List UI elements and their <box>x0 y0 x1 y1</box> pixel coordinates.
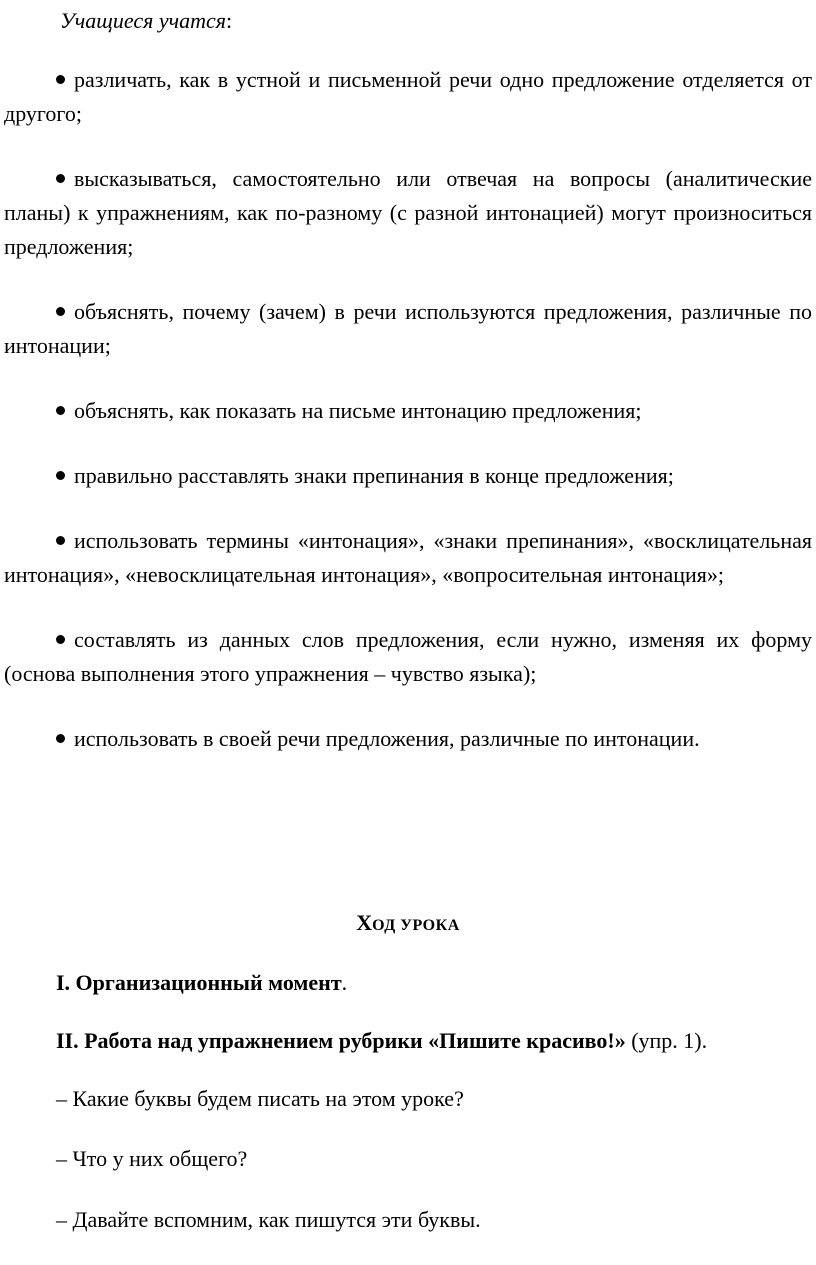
intro-italic: Учащиеся учатся <box>60 8 227 33</box>
list-item-text: правильно расставлять знаки препинания в конце предложения; <box>74 463 674 488</box>
bullet-icon <box>56 471 65 480</box>
section-organizational <box>56 966 347 1000</box>
section-exercise-tail: (упр. 1). <box>625 1028 708 1053</box>
section-exercise <box>56 1024 707 1058</box>
lesson-heading <box>4 906 812 943</box>
question-line: – Что у них общего? <box>56 1146 248 1171</box>
list-item <box>4 623 812 691</box>
list-item <box>4 524 812 592</box>
section-organizational-title: I. Организационный момент <box>56 970 342 995</box>
list-item <box>4 394 812 428</box>
list-item <box>4 63 812 131</box>
list-item-text: объяснять, как показать на письме интонацию предложения; <box>74 398 642 423</box>
bullet-icon <box>56 635 65 644</box>
list-item <box>4 295 812 363</box>
list-item-text: высказываться, самостоятельно или отвечая на вопросы (аналитические планы) к упражнениям, как по-разному (с разной интонацией) могут произноситься предложения; <box>4 166 812 259</box>
list-item <box>4 722 812 756</box>
list-item-text: использовать термины «интонация», «знаки препинания», «восклицательная интонация», «невосклицательная интонация», «вопросительная интонация»; <box>4 528 812 587</box>
objectives-list <box>4 63 812 756</box>
bullet-icon <box>56 734 65 743</box>
list-item <box>4 162 812 264</box>
section-exercise-title: II. Работа над упражнением рубрики «Пишите красиво!» <box>56 1028 626 1053</box>
list-item-text: различать, как в устной и письменной речи одно предложение отделяется от другого; <box>4 67 812 126</box>
bullet-icon <box>56 536 65 545</box>
intro-line <box>60 4 232 38</box>
list-item-text: составлять из данных слов предложения, если нужно, изменяя их форму (основа выполнения этого упражнения – чувство языка); <box>4 627 812 686</box>
bullet-icon <box>56 406 65 415</box>
bullet-icon <box>56 75 65 84</box>
list-item-text: объяснять, почему (зачем) в речи используются предложения, различные по интонации; <box>4 299 812 358</box>
intro-colon: : <box>226 8 233 33</box>
bullet-icon <box>56 307 65 316</box>
heading-first-letter: Х <box>356 910 373 935</box>
question-line: – Давайте вспомним, как пишутся эти буквы. <box>56 1207 481 1232</box>
list-item <box>4 459 812 493</box>
heading-rest: ОД УРОКА <box>372 917 460 934</box>
section-organizational-tail: . <box>341 970 348 995</box>
bullet-icon <box>56 174 65 183</box>
question-line: – Какие буквы будем писать на этом уроке? <box>56 1086 464 1111</box>
list-item-text: использовать в своей речи предложения, различные по интонации. <box>74 726 700 751</box>
